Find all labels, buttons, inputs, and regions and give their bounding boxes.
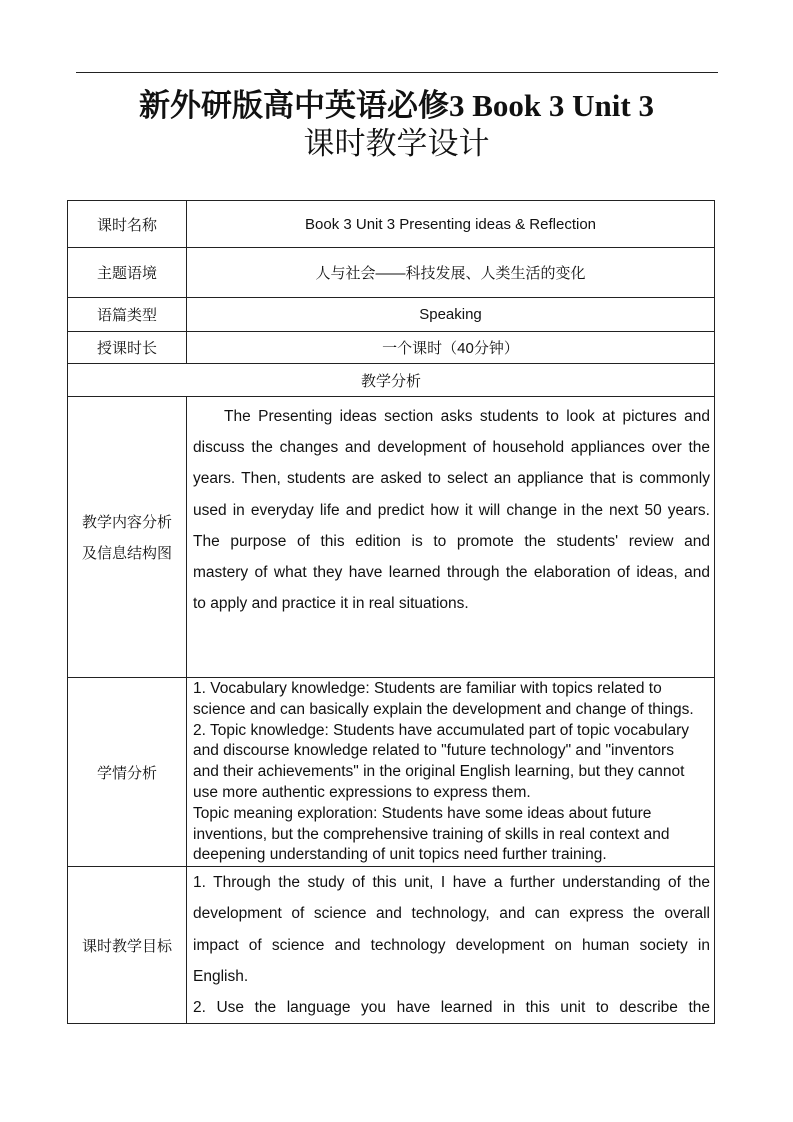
row-value: 人与社会——科技发展、人类生活的变化 [187, 248, 715, 298]
text-line: years. Then, students are asked to select an appliance that is commonly [193, 470, 710, 488]
text-line: The Presenting ideas section asks students to look at pictures and [224, 408, 710, 425]
row-label: 授课时长 [68, 332, 187, 364]
section-header: 教学分析 [68, 364, 715, 397]
learner-analysis-text [187, 678, 715, 867]
row-label: 语篇类型 [68, 298, 187, 332]
table-row [68, 364, 715, 397]
row-value: Book 3 Unit 3 Presenting ideas & Reflection [187, 201, 715, 248]
text-line: The purpose of this edition is to promote the students' review and [193, 532, 710, 550]
row-label: 主题语境 [68, 248, 187, 298]
table-row [68, 201, 715, 248]
label-line: 及信息结构图 [81, 545, 172, 562]
row-value: 一个课时（40分钟） [187, 332, 715, 364]
text-line: and their achievements" in the original English learning, but they cannot [193, 763, 685, 781]
table-row [68, 332, 715, 364]
text-line: to apply and practice it in real situations. [193, 595, 469, 613]
text-line: English. [193, 967, 249, 985]
text-line: development of science and technology, and can express the overall [193, 905, 710, 923]
row-label [68, 397, 187, 678]
table-row [68, 248, 715, 298]
text-line: Topic meaning exploration: Students have some ideas about future [193, 804, 652, 822]
document-subtitle: 课时教学设计 [303, 126, 490, 161]
table-row [68, 397, 715, 678]
label-line: 教学内容分析 [81, 514, 172, 531]
document-title: 新外研版高中英语必修3 Book 3 Unit 3 [139, 88, 654, 123]
text-line: science and can basically explain the development and change of things. [193, 700, 694, 718]
lesson-plan-table [67, 200, 715, 1024]
text-line: discuss the changes and development of household appliances over the [193, 439, 710, 457]
text-line: 1. Vocabulary knowledge: Students are familiar with topics related to [193, 680, 662, 697]
text-line: deepening understanding of unit topics need further training. [193, 846, 607, 864]
text-line: used in everyday life and predict how it will change in the next 50 years. [193, 501, 710, 519]
text-line: use more authentic expressions to express them. [193, 783, 531, 801]
text-line: 2. Topic knowledge: Students have accumulated part of topic vocabulary [193, 721, 690, 739]
text-line: 2. Use the language you have learned in this unit to describe the [193, 998, 710, 1016]
row-label: 课时教学目标 [68, 867, 187, 1024]
row-label: 课时名称 [68, 201, 187, 248]
table-row [68, 298, 715, 332]
text-line: inventions, but the comprehensive training of skills in real context and [193, 825, 670, 843]
table-row [68, 867, 715, 1024]
header-rule [76, 72, 718, 73]
row-value: Speaking [187, 298, 715, 332]
text-line: impact of science and technology development on human society in [193, 936, 710, 954]
text-line: mastery of what they have learned through the elaboration of ideas, and [193, 563, 710, 581]
table-row [68, 678, 715, 867]
row-label: 学情分析 [68, 678, 187, 867]
objectives-text [187, 867, 715, 1024]
content-analysis-text [187, 397, 715, 678]
text-line: and discourse knowledge related to "future technology" and "inventors [193, 742, 674, 760]
text-line: 1. Through the study of this unit, I have a further understanding of the [193, 874, 710, 892]
